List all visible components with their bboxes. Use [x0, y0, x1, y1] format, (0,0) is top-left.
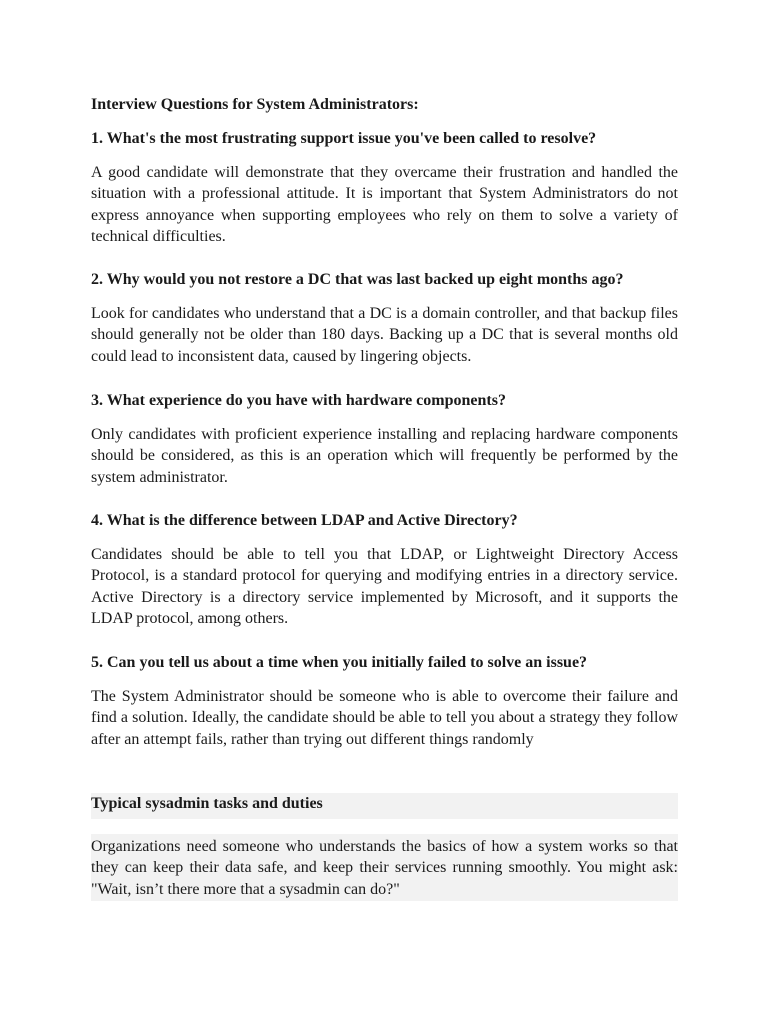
question-3: 3. What experience do you have with hardware components?: [91, 392, 506, 409]
question-2: 2. Why would you not restore a DC that was last backed up eight months ago?: [91, 271, 624, 288]
question-5: 5. Can you tell us about a time when you initially failed to solve an issue?: [91, 654, 588, 671]
answer-5: The System Administrator should be someone who is able to overcome their failure and find a solution. Ideally, the candidate should be able to tell you about a strategy they follow after an attempt fails, rather than trying out different things randomly: [91, 688, 678, 748]
question-1: 1. What's the most frustrating support issue you've been called to resolve?: [91, 130, 597, 147]
answer-3: Only candidates with proficient experience installing and replacing hardware components should be considered, as this is an operation which will frequently be performed by the system administrator.: [91, 426, 678, 486]
answer-1: A good candidate will demonstrate that they overcame their frustration and handled the situation with a professional attitude. It is important that System Administrators do not express annoyance when supporting employees who rely on them to solve a variety of technical difficulties.: [91, 164, 678, 245]
answer-2: Look for candidates who understand that a DC is a domain controller, and that backup files should generally not be older than 180 days. Backing up a DC that is several months old could lead to inconsistent data, caused by lingering objects.: [91, 305, 678, 365]
section-heading: Typical sysadmin tasks and duties: [91, 795, 323, 812]
question-4: 4. What is the difference between LDAP and Active Directory?: [91, 512, 518, 529]
answer-4: Candidates should be able to tell you that LDAP, or Lightweight Directory Access Protocol, is a standard protocol for querying and modifying entries in a directory service. Active Directory is a directory service implemented by Microsoft, and it supports the LDAP protocol, among others.: [91, 546, 678, 627]
document-title: Interview Questions for System Administrators:: [91, 96, 419, 113]
section-body: Organizations need someone who understands the basics of how a system works so that they can keep their data safe, and keep their services running smoothly. You might ask: "Wait, isn’t there more that a sysadmin can do?": [91, 838, 678, 898]
